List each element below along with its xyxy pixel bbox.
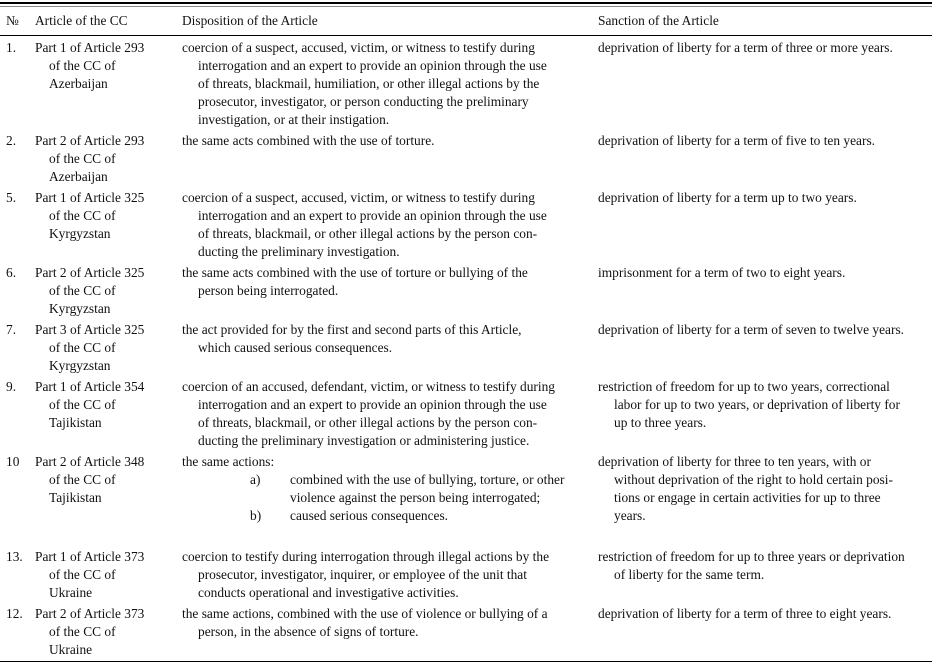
sanction-cell: [598, 605, 932, 659]
disposition-line: investigation, or at their instigation.: [198, 112, 390, 127]
article-line: Part 1 of Article 354: [35, 379, 145, 394]
row-number: 9.: [6, 379, 17, 394]
article-cell: [35, 264, 182, 318]
table-row: [0, 131, 932, 188]
article-line: Part 3 of Article 325: [35, 322, 145, 337]
bottom-rule: [0, 661, 932, 662]
disposition-cell: [182, 264, 598, 318]
disposition-cell: [182, 39, 598, 129]
sanction-cell: [598, 264, 932, 318]
disposition-line: prosecutor, investigator, inquirer, or employee of the unit that: [198, 567, 527, 582]
row-number: 1.: [6, 40, 17, 55]
disposition-cell: [182, 132, 598, 186]
sanction-line: deprivation of liberty for a term of seven to twelve years.: [598, 322, 905, 337]
sanction-line: restriction of freedom for up to three years or deprivation: [598, 549, 905, 564]
article-line: Kyrgyzstan: [49, 301, 111, 316]
sanction-line: deprivation of liberty for a term of three or more years.: [598, 40, 893, 55]
disposition-line: of threats, blackmail, or other illegal actions by the person con-: [198, 226, 538, 241]
disposition-line: person, in the absence of signs of torture.: [198, 624, 419, 639]
disposition-line: prosecutor, investigator, or person conducting the preliminary: [198, 94, 529, 109]
row-number: 2.: [6, 133, 17, 148]
disposition-line: interrogation and an expert to provide an opinion through the use: [198, 208, 547, 223]
disposition-line: of threats, blackmail, humiliation, or other illegal actions by the: [198, 76, 540, 91]
article-line: Part 2 of Article 293: [35, 133, 145, 148]
article-line: Ukraine: [49, 642, 93, 657]
article-line: of the CC of: [49, 208, 116, 223]
table-body: [0, 36, 932, 661]
article-line: Part 1 of Article 293: [35, 40, 145, 55]
table-row: [0, 38, 932, 131]
row-spacer: [182, 525, 590, 545]
disposition-cell: [182, 189, 598, 261]
disposition-line: interrogation and an expert to provide an opinion through the use: [198, 58, 547, 73]
disposition-cell: [182, 378, 598, 450]
sanction-line: restriction of freedom for up to two years, correctional: [598, 379, 890, 394]
list-item: [182, 507, 590, 525]
sanction-line: deprivation of liberty for a term up to two years.: [598, 190, 857, 205]
table-row: [0, 604, 932, 661]
disposition-line: conducts operational and investigative activities.: [198, 585, 459, 600]
row-number: 10: [6, 454, 20, 469]
sanction-line: deprivation of liberty for a term of five to ten years.: [598, 133, 876, 148]
header-article: Article of the CC: [35, 13, 128, 28]
disposition-cell: [182, 548, 598, 602]
sanction-cell: [598, 189, 932, 261]
sanction-line: up to three years.: [614, 415, 707, 430]
disposition-line: coercion of an accused, defendant, victim, or witness to testify during: [182, 379, 555, 394]
article-line: Azerbaijan: [49, 169, 108, 184]
disposition-line: the same actions:: [182, 454, 275, 469]
article-line: of the CC of: [49, 283, 116, 298]
article-line: of the CC of: [49, 340, 116, 355]
sanction-line: of liberty for the same term.: [614, 567, 765, 582]
disposition-line: which caused serious consequences.: [198, 340, 393, 355]
sanction-line: deprivation of liberty for three to ten years, with or: [598, 454, 871, 469]
disposition-line: the same acts combined with the use of torture or bullying of the: [182, 265, 528, 280]
list-line: violence against the person being interrogated;: [290, 490, 541, 505]
article-cell: [35, 321, 182, 375]
sanction-cell: [598, 548, 932, 602]
sanction-cell: [598, 453, 932, 545]
row-number: 12.: [6, 606, 23, 621]
disposition-line: coercion of a suspect, accused, victim, or witness to testify during: [182, 190, 535, 205]
sanction-line: tions or engage in certain activities for up to three: [614, 490, 881, 505]
table-row: [0, 320, 932, 377]
article-cell: [35, 189, 182, 261]
article-cell: [35, 548, 182, 602]
header-sanction: Sanction of the Article: [598, 13, 719, 28]
table-row: [0, 547, 932, 604]
disposition-line: the act provided for by the first and second parts of this Article,: [182, 322, 522, 337]
disposition-line: the same acts combined with the use of torture.: [182, 133, 435, 148]
article-line: of the CC of: [49, 567, 116, 582]
article-line: Kyrgyzstan: [49, 226, 111, 241]
header-number: №: [6, 13, 19, 28]
article-line: Tajikistan: [49, 415, 102, 430]
article-cell: [35, 453, 182, 545]
article-line: of the CC of: [49, 151, 116, 166]
article-line: Azerbaijan: [49, 76, 108, 91]
article-cell: [35, 605, 182, 659]
disposition-line: person being interrogated.: [198, 283, 339, 298]
disposition-line: the same actions, combined with the use of violence or bullying of a: [182, 606, 548, 621]
disposition-line: ducting the preliminary investigation.: [198, 244, 400, 259]
sanction-line: without deprivation of the right to hold certain posi-: [614, 472, 893, 487]
article-line: Part 1 of Article 325: [35, 190, 145, 205]
disposition-line: of threats, blackmail, or other illegal actions by the person con-: [198, 415, 538, 430]
article-line: Part 2 of Article 348: [35, 454, 145, 469]
row-number: 5.: [6, 190, 17, 205]
disposition-line: coercion of a suspect, accused, victim, or witness to testify during: [182, 40, 535, 55]
disposition-cell: [182, 321, 598, 375]
table-row: [0, 188, 932, 263]
article-cell: [35, 132, 182, 186]
disposition-line: coercion to testify during interrogation through illegal actions by the: [182, 549, 550, 564]
article-line: Part 2 of Article 325: [35, 265, 145, 280]
article-cell: [35, 39, 182, 129]
row-number: 13.: [6, 549, 23, 564]
sanction-line: years.: [614, 508, 646, 523]
article-cell: [35, 378, 182, 450]
list-marker: a): [250, 472, 261, 487]
row-number: 7.: [6, 322, 17, 337]
sanction-cell: [598, 321, 932, 375]
sanction-line: deprivation of liberty for a term of three to eight years.: [598, 606, 892, 621]
article-line: of the CC of: [49, 58, 116, 73]
list-item: [182, 471, 590, 507]
table-row: [0, 263, 932, 320]
sanction-cell: [598, 132, 932, 186]
sanction-line: labor for up to two years, or deprivation of liberty for: [614, 397, 900, 412]
sanction-cell: [598, 39, 932, 129]
article-line: of the CC of: [49, 624, 116, 639]
disposition-line: interrogation and an expert to provide an opinion through the use: [198, 397, 547, 412]
list-marker: b): [250, 508, 262, 523]
article-line: of the CC of: [49, 397, 116, 412]
list-line: caused serious consequences.: [290, 508, 449, 523]
table-header: [0, 7, 932, 35]
article-line: Ukraine: [49, 585, 93, 600]
sanction-cell: [598, 378, 932, 450]
article-line: Part 1 of Article 373: [35, 549, 145, 564]
table-row: [0, 377, 932, 452]
article-line: Tajikistan: [49, 490, 102, 505]
sanction-line: imprisonment for a term of two to eight years.: [598, 265, 846, 280]
row-number: 6.: [6, 265, 17, 280]
article-line: Kyrgyzstan: [49, 358, 111, 373]
article-line: of the CC of: [49, 472, 116, 487]
disposition-line: ducting the preliminary investigation or administering justice.: [198, 433, 530, 448]
header-disposition: Disposition of the Article: [182, 13, 318, 28]
table-row: [0, 452, 932, 547]
disposition-cell: [182, 605, 598, 659]
list-line: combined with the use of bullying, torture, or other: [290, 472, 565, 487]
article-line: Part 2 of Article 373: [35, 606, 145, 621]
disposition-cell: [182, 453, 598, 545]
